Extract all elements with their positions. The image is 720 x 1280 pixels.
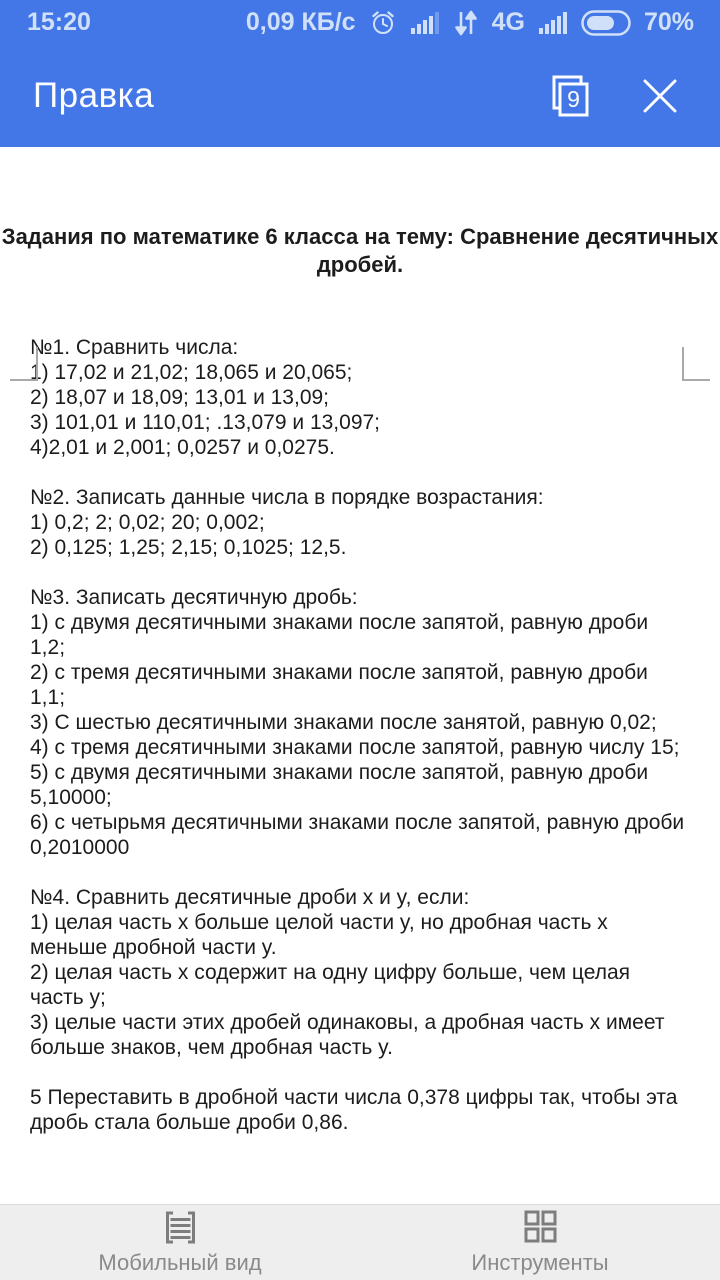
page-margin-corner-left — [10, 347, 38, 381]
mobile-view-label: Мобильный вид — [98, 1250, 262, 1275]
document-page[interactable] — [0, 147, 720, 1204]
signal-icon — [410, 10, 440, 36]
doc-line[interactable]: 1) 0,2; 2; 0,02; 20; 0,002; — [30, 511, 265, 534]
mobile-view-button[interactable] — [0, 1205, 360, 1280]
doc-line[interactable]: 3) целые части этих дробей одинаковы, а дробная часть x имеет больше знаков, чем дробная часть y. — [30, 1011, 665, 1059]
doc-line[interactable]: 3) 101,01 и 110,01; .13,079 и 13,097; — [30, 411, 381, 434]
doc-line[interactable]: №4. Сравнить десятичные дроби x и y, если: — [30, 886, 470, 909]
doc-line[interactable]: 4)2,01 и 2,001; 0,0257 и 0,0275. — [30, 436, 335, 459]
doc-line[interactable]: 4) с тремя десятичными знаками после запятой, равную числу 15; — [30, 736, 680, 759]
doc-line[interactable]: 2) с тремя десятичными знаками после запятой, равную дроби 1,1; — [30, 661, 648, 709]
doc-section[interactable] — [30, 485, 688, 560]
doc-line[interactable]: №1. Сравнить числа: — [30, 336, 239, 359]
mobile-view-icon — [162, 1209, 199, 1246]
data-arrows-icon — [453, 10, 479, 36]
battery-icon — [581, 10, 631, 36]
page-title: Правка — [33, 76, 155, 115]
pages-count: 9 — [567, 86, 580, 112]
doc-line[interactable]: 1) с двумя десятичными знаками после запятой, равную дроби 1,2; — [30, 611, 649, 659]
doc-section[interactable] — [30, 1085, 688, 1135]
doc-title-line[interactable]: дробей. — [316, 252, 404, 277]
doc-line[interactable]: 2) 18,07 и 18,09; 13,01 и 13,09; — [30, 386, 330, 409]
status-time: 15:20 — [27, 8, 91, 36]
tools-button[interactable] — [360, 1205, 720, 1280]
document-title[interactable] — [0, 223, 720, 279]
pages-button[interactable] — [544, 70, 596, 122]
status-bar — [0, 0, 720, 45]
page-margin-corner-right — [682, 347, 710, 381]
doc-section[interactable] — [30, 335, 688, 460]
close-button[interactable] — [634, 70, 686, 122]
doc-section[interactable] — [30, 885, 688, 1060]
doc-line[interactable]: №2. Записать данные числа в порядке возрастания: — [30, 486, 544, 509]
doc-line[interactable]: 5) с двумя десятичными знаками после запятой, равную дроби 5,10000; — [30, 761, 649, 809]
app-bar — [0, 45, 720, 147]
document-body[interactable] — [0, 335, 720, 1135]
battery-percent: 70% — [643, 8, 694, 36]
doc-line[interactable]: 1) целая часть x больше целой части y, но дробная часть x меньше дробной части y. — [30, 911, 608, 959]
doc-title-line[interactable]: Задания по математике 6 класса на тему: Сравнение десятичных — [1, 224, 719, 249]
doc-line[interactable]: 1) 17,02 и 21,02; 18,065 и 20,065; — [30, 361, 353, 384]
doc-line[interactable]: 2) 0,125; 1,25; 2,15; 0,1025; 12,5. — [30, 536, 347, 559]
doc-line[interactable]: 6) с четырьмя десятичными знаками после запятой, равную дроби 0,2010000 — [30, 811, 685, 859]
doc-line[interactable]: 2) целая часть x содержит на одну цифру больше, чем целая часть y; — [30, 961, 630, 1009]
doc-line[interactable]: 5 Переставить в дробной части числа 0,378 цифры так, чтобы эта дробь стала больше дроби 0,86. — [30, 1086, 678, 1134]
doc-line[interactable]: №3. Записать десятичную дробь: — [30, 586, 358, 609]
signal-icon-2 — [538, 10, 568, 36]
tools-label: Инструменты — [471, 1250, 609, 1275]
alarm-icon — [369, 9, 397, 37]
doc-section[interactable] — [30, 585, 688, 860]
network-type: 4G — [491, 8, 525, 36]
bottom-toolbar — [0, 1204, 720, 1280]
tools-icon — [522, 1209, 559, 1246]
network-speed: 0,09 КБ/с — [245, 8, 356, 36]
doc-line[interactable]: 3) С шестью десятичными знаками после занятой, равную 0,02; — [30, 711, 657, 734]
